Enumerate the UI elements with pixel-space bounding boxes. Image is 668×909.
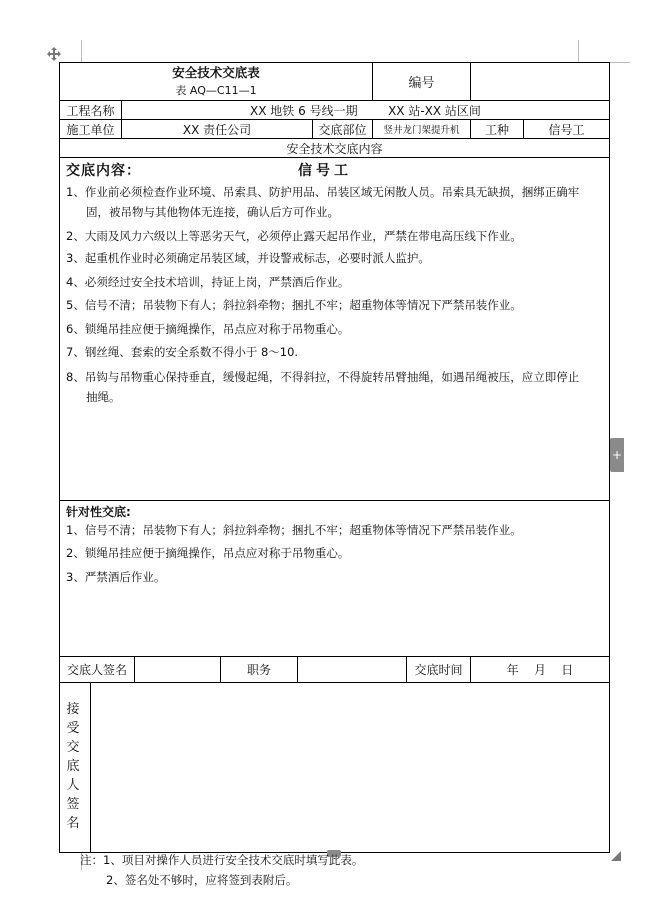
- disclosure-part-label: 交底部位: [318, 122, 367, 137]
- project-name-label: 工程名称: [66, 103, 115, 118]
- content-title-label: 交底内容：: [66, 163, 141, 179]
- content-item-7: 7、钢丝绳、套索的安全系数不得小于 8～10.: [66, 345, 299, 359]
- form-title: 安全技术交底表: [172, 65, 260, 80]
- row-line-section: [59, 157, 610, 158]
- content-item-8-line2: 抽绳。: [86, 390, 121, 404]
- note-line-2: 2、签名处不够时，应将签到表附后。: [106, 873, 298, 887]
- margin-mark-top-left: [81, 40, 82, 62]
- move-arrows-icon[interactable]: [47, 47, 61, 61]
- content-item-1-line2: 固，被吊物与其他物体无连接，确认后方可作业。: [86, 205, 339, 219]
- content-title-trade: 信号工: [298, 163, 352, 179]
- number-value[interactable]: [471, 63, 609, 100]
- disclosure-time-label: 交底时间: [414, 663, 463, 677]
- content-item-5: 5、信号不清；吊装物下有人；斜拉斜牵物；捆扎不牢；超重物体等情况下严禁吊装作业。: [66, 298, 522, 312]
- content-item-1: [66, 182, 606, 222]
- content-item-8-line1: 8、吊钩与吊物重心保持垂直，缓慢起绳，不得斜拉，不得旋转吊臂抽绳，如遇吊绳被压，应立即停止: [66, 370, 580, 384]
- discloser-sign-label: 交底人签名: [66, 663, 127, 677]
- trade-value[interactable]: 信号工: [548, 122, 585, 137]
- receiver-sign-field[interactable]: [91, 683, 609, 852]
- project-name-value[interactable]: XX 地铁 6 号线一期 XX 站-XX 站区间: [250, 103, 481, 118]
- targeted-item-3: 3、严禁酒后作业。: [66, 570, 166, 584]
- disclosure-time-value[interactable]: 年 月 日: [506, 663, 574, 677]
- resize-corner-icon[interactable]: [611, 851, 621, 861]
- position-field[interactable]: [298, 657, 406, 682]
- disclosure-part-value[interactable]: 竖井龙门架提升机: [383, 125, 460, 136]
- section-heading: 安全技术交底内容: [286, 141, 383, 156]
- content-item-1-line1: 1、作业前必须检查作业环境、吊索具、防护用品、吊装区域无闲散人员。吊索具无缺损，捆绑正确牢: [66, 185, 580, 199]
- content-item-6: 6、锁绳吊挂应便于摘绳操作，吊点应对称于吊物重心。: [66, 322, 350, 336]
- receiver-sign-label: 接受交底人签名: [66, 702, 80, 831]
- construction-unit-label: 施工单位: [66, 122, 115, 137]
- content-item-3: 3、起重机作业时必须确定吊装区域，并设警戒标志，必要时派人监护。: [66, 251, 430, 265]
- plus-icon[interactable]: +: [610, 438, 624, 472]
- note-line-1: 注：1、项目对操作人员进行安全技术交底时填写此表。: [80, 853, 364, 867]
- content-item-4: 4、必须经过安全技术培训，持证上岗，严禁酒后作业。: [66, 275, 350, 289]
- margin-mark-top-right: [578, 40, 579, 62]
- targeted-item-1: 1、信号不清；吊装物下有人；斜拉斜牵物；捆扎不牢；超重物体等情况下严禁吊装作业。: [66, 523, 522, 537]
- form-code: 表 AQ—C11—1: [175, 84, 257, 97]
- row-line-content-bottom: [59, 500, 610, 501]
- content-item-8: [66, 367, 606, 407]
- position-label: 职务: [246, 663, 271, 677]
- discloser-sign-field[interactable]: [135, 657, 220, 682]
- targeted-title: 针对性交底:: [66, 505, 131, 519]
- margin-mark-right-top: [610, 62, 630, 63]
- number-label: 编号: [408, 76, 435, 91]
- targeted-item-2: 2、锁绳吊挂应便于摘绳操作，吊点应对称于吊物重心。: [66, 546, 350, 560]
- table-border-left: [59, 62, 60, 853]
- content-item-2: 2、大雨及风力六级以上等恶劣天气，必须停止露天起吊作业，严禁在带电高压线下作业。: [66, 229, 522, 243]
- construction-unit-value[interactable]: XX 责任公司: [182, 122, 252, 137]
- trade-label: 工种: [484, 122, 509, 137]
